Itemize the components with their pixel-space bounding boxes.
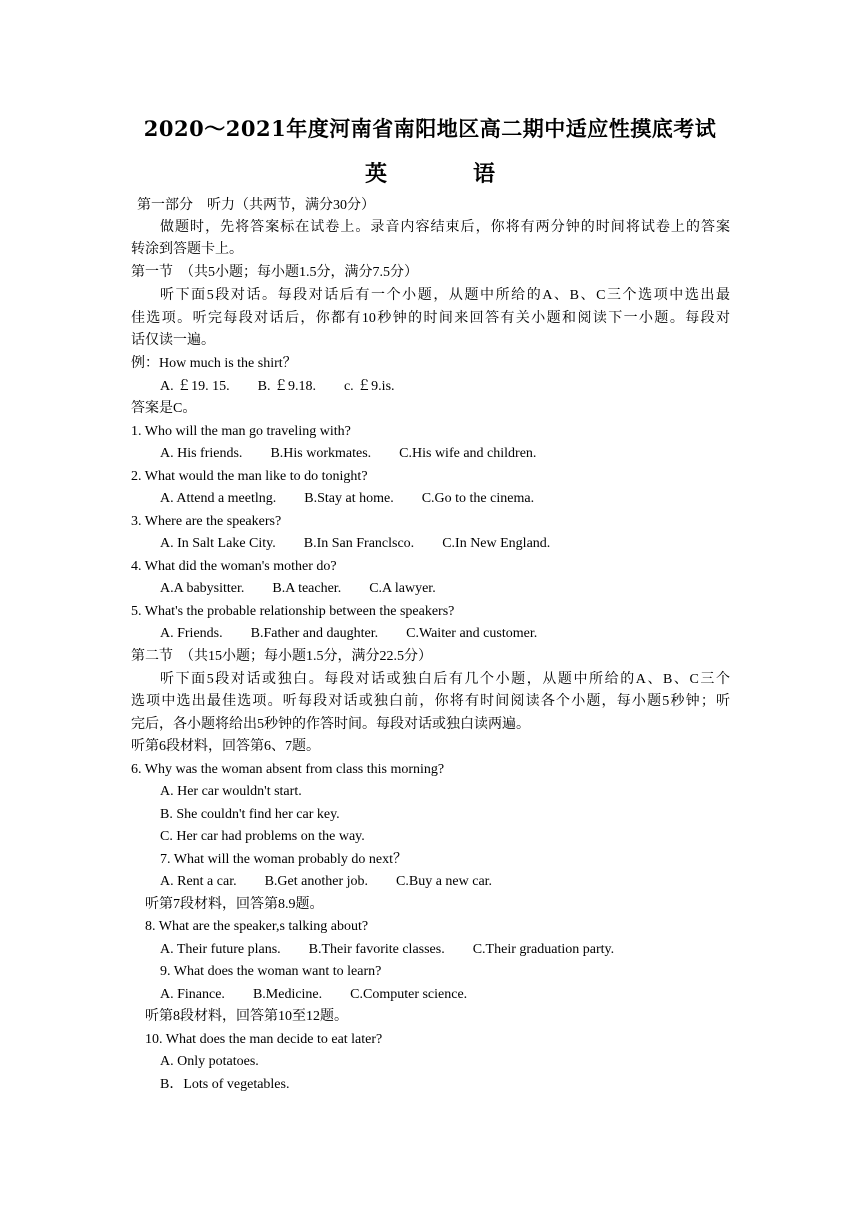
option: A. Friends.: [160, 626, 223, 641]
question: 6. Why was the woman absent from class this morning?: [131, 762, 445, 777]
material-heading: 听第7段材料，回答第8.9题。: [145, 897, 324, 912]
exam-title: 2020～2021年度河南省南阳地区高二期中适应性摸底考试: [143, 116, 717, 141]
section1-intro-line: 听下面5段对话。每段对话后有一个小题，从题中所给的A、B、C三个选项中选出最: [160, 288, 730, 303]
instruction-line: 做题时，先将答案标在试卷上。录音内容结束后，你将有两分钟的时间将试卷上的答案: [160, 220, 730, 235]
material-heading: 听第6段材料，回答第6、7题。: [131, 739, 320, 754]
option: B.Stay at home.: [304, 491, 394, 506]
option: A. Only potatoes.: [160, 1054, 259, 1069]
option: C.A lawyer.: [369, 581, 436, 596]
part1-heading: 第一部分 听力（共两节，满分30分）: [137, 198, 375, 213]
section2-intro-line: 听下面5段对话或独白。每段对话或独白后有几个小题，从题中所给的A、B、C三个: [160, 672, 730, 687]
option: A. Their future plans.: [160, 942, 281, 957]
option: A. In Salt Lake City.: [160, 536, 276, 551]
option: C.Waiter and customer.: [406, 626, 538, 641]
question: 9. What does the woman want to learn?: [160, 964, 382, 979]
option: C.In New England.: [442, 536, 551, 551]
option: B.In San Franclsco.: [303, 536, 415, 551]
question-options: [160, 941, 642, 959]
option: A. His friends.: [160, 446, 243, 461]
question: 8. What are the speaker,s talking about?: [145, 919, 369, 934]
section2-intro-line: 完后，各小题将给出5秒钟的作答时间。每段对话或独白读两遍。: [131, 717, 530, 732]
question: 3. Where are the speakers?: [131, 514, 282, 529]
example-options: [160, 378, 423, 396]
option: A. ￡19. 15.: [160, 379, 230, 394]
subject-title: 英 语: [364, 161, 527, 187]
question: 1. Who will the man go traveling with?: [131, 424, 351, 439]
question: 10. What does the man decide to eat later?: [145, 1032, 383, 1047]
option: C.Buy a new car.: [396, 874, 493, 889]
option: A. Finance.: [160, 987, 225, 1002]
option: A. Her car wouldn't start.: [160, 784, 302, 799]
question-options: [160, 580, 464, 598]
option: B．Lots of vegetables.: [160, 1077, 290, 1092]
section1-intro-line: 佳选项。听完每段对话后，你都有10秒钟的时间来回答有关小题和阅读下一小题。每段对: [131, 311, 730, 326]
option: B.Medicine.: [252, 987, 323, 1002]
question-options: [160, 625, 565, 643]
question: 4. What did the woman's mother do?: [131, 559, 337, 574]
option: C.Computer science.: [350, 987, 468, 1002]
question: 7. What will the woman probably do next？: [160, 852, 408, 867]
option: C.Go to the cinema.: [421, 491, 535, 506]
option: C. Her car had problems on the way.: [160, 829, 365, 844]
option: C.Their graduation party.: [472, 942, 615, 957]
instruction-line: 转涂到答题卡上。: [131, 242, 243, 257]
example-question: 例：How much is the shirt？: [131, 356, 297, 371]
option: B. ￡9.18.: [257, 379, 316, 394]
option: B. She couldn't find her car key.: [160, 807, 340, 822]
option: B.Their favorite classes.: [308, 942, 445, 957]
question: 5. What's the probable relationship between the speakers?: [131, 604, 455, 619]
section1-intro-line: 话仅读一遍。: [131, 333, 215, 348]
option: B.His workmates.: [270, 446, 372, 461]
option: A.A babysitter.: [160, 581, 245, 596]
material-heading: 听第8段材料，回答第10至12题。: [145, 1009, 348, 1024]
option: C.His wife and children.: [399, 446, 537, 461]
section2-intro-line: 选项中选出最佳选项。听每段对话或独白前，你将有时间阅读各个小题，每小题5秒钟；听: [131, 694, 730, 709]
question-options: [160, 873, 520, 891]
question-options: [160, 986, 495, 1004]
example-answer: 答案是C。: [131, 401, 197, 416]
question-options: [160, 535, 578, 553]
section2-heading: 第二节 （共15小题；每小题1.5分，满分22.5分）: [131, 649, 432, 664]
question-options: [160, 490, 562, 508]
option: A. Attend a meetlng.: [160, 491, 277, 506]
option: A. Rent a car.: [160, 874, 237, 889]
option: B.Get another job.: [264, 874, 369, 889]
option: B.A teacher.: [272, 581, 342, 596]
question: 2. What would the man like to do tonight?: [131, 469, 368, 484]
option: c. ￡9.is.: [343, 379, 395, 394]
question-options: [160, 445, 564, 463]
section1-heading: 第一节 （共5小题；每小题1.5分，满分7.5分）: [131, 265, 418, 280]
option: B.Father and daughter.: [250, 626, 379, 641]
